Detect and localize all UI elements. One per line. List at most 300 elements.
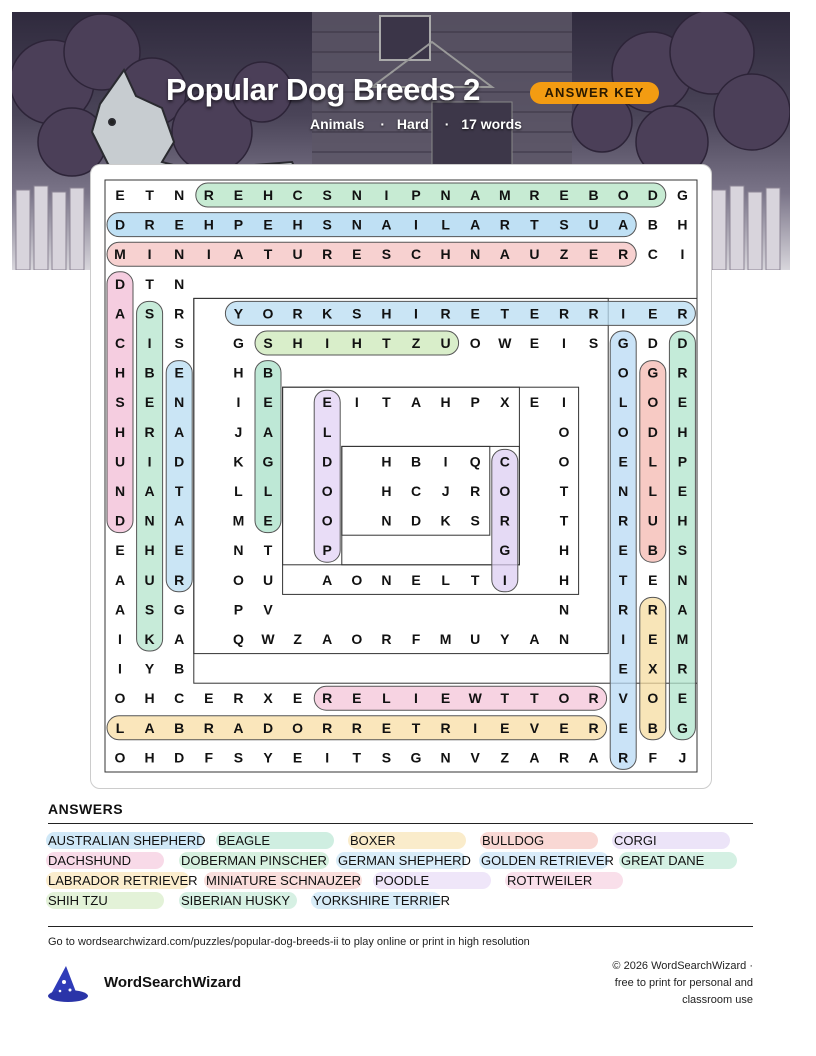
answer-item — [621, 852, 704, 869]
grid-letter: D — [410, 512, 422, 529]
grid-letter: S — [470, 512, 480, 529]
grid-letter: P — [233, 216, 244, 233]
grid-letter: R — [677, 364, 688, 381]
answer-word: GERMAN SHEPHERD — [338, 853, 471, 868]
grid-letter: E — [677, 483, 688, 499]
grid-letter: L — [618, 394, 628, 411]
grid-letter: O — [262, 305, 274, 322]
grid-letter: C — [174, 690, 185, 707]
grid-letter: D — [647, 335, 658, 351]
grid-letter: W — [468, 690, 482, 707]
grid-letter: T — [618, 571, 628, 588]
grid-letter: E — [115, 187, 125, 203]
grid-letter: H — [262, 187, 274, 203]
grid-letter: I — [621, 305, 626, 322]
grid-letter: T — [559, 512, 569, 529]
answer-highlight — [314, 390, 340, 562]
grid-letter: R — [233, 690, 244, 707]
grid-letter: A — [114, 571, 126, 588]
grid-letter: T — [352, 749, 362, 766]
grid-letter: Q — [232, 631, 244, 647]
grid-letter: I — [236, 394, 241, 411]
grid-letter: E — [559, 719, 569, 736]
grid-letter: M — [114, 246, 126, 263]
grid-letter: O — [617, 187, 629, 203]
grid-letter: U — [647, 512, 658, 529]
grid-letter: H — [440, 246, 451, 263]
grid-letter: Y — [263, 749, 273, 766]
answer-word: DACHSHUND — [48, 853, 132, 868]
grid-letter: E — [529, 335, 540, 351]
grid-letter: H — [677, 423, 688, 440]
grid-letter: G — [410, 749, 422, 766]
answer-highlight — [107, 242, 636, 266]
answer-item — [181, 852, 327, 869]
grid-letter: E — [174, 542, 184, 559]
grid-letter: A — [588, 749, 599, 766]
grid-letter: H — [381, 453, 392, 470]
grid-letter: T — [470, 571, 480, 588]
grid-letter: V — [263, 601, 273, 618]
grid-letter: U — [144, 571, 155, 588]
grid-letter: R — [174, 571, 185, 588]
grid-letter: I — [384, 187, 389, 203]
grid-letter: X — [648, 660, 658, 677]
grid-letter: P — [233, 601, 244, 618]
answer-highlight — [669, 331, 695, 740]
grid-letter: R — [647, 601, 658, 618]
grid-letter: T — [145, 187, 154, 203]
grid-letter: S — [352, 305, 362, 322]
grid-letter: E — [263, 216, 273, 233]
grid-letter: T — [263, 542, 273, 559]
grid-letter: G — [617, 335, 629, 351]
grid-letter: O — [321, 483, 333, 499]
grid-letter: Z — [500, 749, 510, 766]
grid-letter: N — [677, 571, 688, 588]
answer-item — [375, 872, 429, 889]
grid-letter: Q — [469, 453, 481, 470]
answer-item — [313, 892, 450, 909]
grid-letter: M — [439, 631, 452, 647]
grid-letter: I — [414, 216, 418, 233]
answers-heading: ANSWERS — [48, 801, 124, 817]
grid-letter: N — [470, 246, 481, 263]
grid-letter: R — [440, 305, 451, 322]
grid-letter: E — [588, 246, 599, 263]
grid-letter: I — [473, 719, 478, 736]
wizard-hat-icon — [46, 964, 92, 1004]
puzzle-meta: Animals · Hard · 17 words — [310, 116, 522, 132]
grid-letter: B — [647, 719, 658, 736]
grid-letter: I — [147, 453, 152, 470]
answer-item — [48, 832, 205, 849]
grid-letter: I — [354, 394, 359, 411]
grid-letter: O — [558, 690, 570, 707]
grid-letter: Y — [144, 660, 155, 677]
grid-letter: I — [206, 246, 211, 263]
grid-letter: N — [381, 571, 392, 588]
grid-letter: I — [147, 246, 152, 263]
grid-letter: O — [617, 364, 629, 381]
grid-letter: E — [263, 394, 273, 411]
grid-letter: N — [558, 601, 570, 618]
grid-letter: M — [498, 187, 511, 203]
answer-word: GREAT DANE — [621, 853, 705, 868]
grid-letter: P — [322, 542, 332, 559]
grid-letter: H — [558, 571, 570, 588]
grid-letter: S — [381, 749, 392, 766]
answers-bottom-divider — [48, 926, 753, 927]
difficulty-label: Hard — [396, 116, 429, 132]
grid-letter: R — [322, 690, 333, 707]
grid-letter: E — [411, 571, 421, 588]
grid-letter: S — [174, 335, 184, 351]
grid-letter: X — [263, 690, 273, 707]
grid-letter: C — [410, 246, 422, 263]
grid-letter: E — [381, 719, 392, 736]
grid-letter: Y — [500, 631, 510, 647]
grid-letter: I — [502, 571, 507, 588]
puzzle-board — [90, 164, 712, 789]
grid-letter: N — [351, 216, 362, 233]
grid-letter: H — [381, 305, 392, 322]
grid-letter: D — [647, 423, 658, 440]
grid-letter: I — [443, 453, 448, 470]
grid-letter: T — [382, 394, 391, 411]
grid-letter: N — [174, 394, 185, 411]
grid-letter: L — [648, 453, 658, 470]
grid-letter: A — [144, 719, 155, 736]
grid-letter: O — [232, 571, 244, 588]
grid-letter: U — [262, 571, 274, 588]
answer-highlight — [255, 361, 281, 533]
grid-letter: A — [381, 216, 392, 233]
grid-letter: A — [174, 631, 185, 647]
grid-letter: G — [499, 542, 511, 559]
grid-letter: R — [499, 512, 510, 529]
grid-letter: E — [470, 305, 480, 322]
answer-item — [338, 852, 471, 869]
grid-letter: L — [441, 571, 450, 588]
grid-letter: R — [618, 749, 629, 766]
grid-letter: O — [617, 423, 629, 440]
grid-letter: H — [292, 216, 303, 233]
grid-letter: R — [588, 719, 599, 736]
grid-letter: H — [677, 512, 688, 529]
grid-letter: R — [470, 483, 481, 499]
grid-letter: E — [174, 216, 184, 233]
grid-letter: A — [499, 246, 510, 263]
grid-letter: R — [203, 187, 214, 203]
grid-letter: B — [174, 719, 185, 736]
grid-letter: O — [499, 483, 511, 499]
grid-letter: A — [529, 631, 540, 647]
grid-letter: H — [144, 749, 155, 766]
grid-letter: E — [352, 690, 362, 707]
grid-letter: X — [500, 394, 510, 411]
grid-letter: E — [618, 453, 628, 470]
grid-letter: S — [115, 394, 125, 411]
grid-letter: E — [174, 364, 184, 381]
answer-key-badge: ANSWER KEY — [530, 82, 659, 104]
grid-letter: V — [618, 690, 628, 707]
grid-letter: D — [114, 275, 126, 292]
grid-letter: R — [677, 305, 688, 322]
brand-name: WordSearchWizard — [104, 974, 242, 991]
grid-letter: J — [441, 483, 450, 499]
grid-letter: D — [114, 512, 126, 529]
grid-letter: S — [322, 216, 332, 233]
grid-letter: E — [263, 512, 273, 529]
grid-letter: E — [618, 660, 628, 677]
grid-letter: C — [647, 246, 658, 263]
answer-word: MINIATURE SCHNAUZER — [206, 873, 362, 888]
grid-letter: A — [410, 394, 422, 411]
grid-letter: R — [203, 719, 214, 736]
grid-letter: E — [500, 719, 510, 736]
grid-letter: L — [382, 690, 391, 707]
grid-letter: R — [144, 216, 155, 233]
grid-letter: R — [499, 216, 510, 233]
grid-letter: A — [618, 216, 629, 233]
grid-letter: T — [530, 216, 539, 233]
grid-letter: A — [174, 423, 185, 440]
grid-letter: R — [677, 660, 688, 677]
grid-letter: I — [118, 631, 122, 647]
grid-letter: J — [678, 749, 687, 766]
grid-letter: G — [232, 335, 244, 351]
grid-letter: U — [114, 453, 126, 470]
grid-letter: R — [588, 305, 599, 322]
grid-letter: N — [440, 749, 451, 766]
grid-letter: H — [351, 335, 362, 351]
letter-grid — [91, 165, 711, 788]
category-label: Animals — [310, 116, 365, 132]
answer-item — [48, 892, 108, 909]
answer-item — [507, 872, 592, 889]
grid-letter: O — [114, 690, 126, 707]
grid-letter: D — [677, 335, 688, 351]
grid-letter: I — [147, 335, 152, 351]
grid-letter: B — [647, 216, 658, 233]
grid-letter: N — [174, 275, 185, 292]
grid-letter: N — [351, 187, 362, 203]
grid-letter: E — [529, 394, 540, 411]
grid-letter: H — [144, 690, 155, 707]
grid-letter: I — [621, 631, 626, 647]
grid-letter: R — [174, 305, 185, 322]
grid-letter: I — [118, 660, 122, 677]
answer-item — [181, 892, 290, 909]
grid-letter: E — [618, 542, 628, 559]
grid-letter: U — [440, 335, 451, 351]
grid-letter: J — [234, 423, 243, 440]
grid-letter: F — [204, 749, 214, 766]
grid-letter: T — [145, 275, 154, 292]
answer-item — [206, 872, 361, 889]
grid-letter: K — [144, 631, 155, 647]
grid-letter: N — [174, 246, 185, 263]
grid-letter: E — [204, 690, 214, 707]
grid-letter: H — [440, 394, 451, 411]
grid-letter: G — [647, 364, 659, 381]
answer-word: DOBERMAN PINSCHER — [181, 853, 327, 868]
grid-letter: T — [530, 690, 539, 707]
grid-letter: K — [440, 512, 451, 529]
grid-letter: G — [676, 187, 688, 203]
grid-letter: E — [529, 305, 540, 322]
grid-letter: C — [292, 187, 303, 203]
grid-letter: Z — [411, 335, 421, 351]
grid-letter: P — [470, 394, 480, 411]
grid-letter: B — [262, 364, 274, 381]
grid-letter: E — [648, 305, 658, 322]
grid-letter: R — [351, 719, 362, 736]
grid-letter: E — [115, 542, 125, 559]
grid-letter: S — [144, 601, 155, 618]
grid-letter: S — [322, 187, 332, 203]
grid-letter: N — [440, 187, 451, 203]
grid-letter: B — [410, 453, 422, 470]
grid-letter: L — [115, 719, 125, 736]
grid-letter: D — [262, 719, 274, 736]
grid-letter: E — [440, 690, 451, 707]
grid-letter: R — [381, 631, 392, 647]
grid-letter: N — [233, 542, 244, 559]
grid-letter: O — [351, 571, 363, 588]
answer-word: CORGI — [614, 833, 657, 848]
grid-letter: H — [203, 216, 214, 233]
grid-letter: T — [411, 719, 421, 736]
page-title: Popular Dog Breeds 2 — [166, 72, 480, 107]
grid-letter: O — [647, 690, 659, 707]
grid-letter: R — [618, 512, 629, 529]
grid-letter: A — [114, 305, 126, 322]
grid-letter: O — [292, 719, 304, 736]
grid-letter: R — [618, 601, 629, 618]
grid-letter: A — [233, 246, 244, 263]
grid-letter: A — [262, 423, 274, 440]
grid-letter: S — [588, 335, 599, 351]
answer-word: GOLDEN RETRIEVER — [481, 853, 614, 868]
grid-letter: L — [322, 423, 332, 440]
grid-letter: H — [677, 216, 688, 233]
grid-letter: G — [676, 719, 688, 736]
grid-letter: R — [558, 305, 570, 322]
grid-letter: R — [322, 246, 333, 263]
grid-letter: A — [677, 601, 688, 618]
grid-letter: L — [263, 483, 273, 499]
grid-letter: P — [677, 453, 688, 470]
grid-letter: N — [618, 483, 629, 499]
grid-letter: L — [441, 216, 450, 233]
grid-letter: A — [114, 601, 126, 618]
grid-letter: S — [381, 246, 392, 263]
grid-letter: T — [263, 246, 273, 263]
grid-letter: N — [558, 631, 570, 647]
answer-word: ROTTWEILER — [507, 873, 593, 888]
grid-letter: T — [559, 483, 569, 499]
grid-letter: Z — [559, 246, 569, 263]
grid-letter: P — [411, 187, 421, 203]
grid-letter: F — [411, 631, 421, 647]
grid-letter: E — [677, 690, 688, 707]
grid-letter: O — [647, 394, 659, 411]
grid-letter: S — [263, 335, 273, 351]
grid-letter: T — [500, 690, 510, 707]
grid-letter: U — [529, 246, 540, 263]
grid-letter: D — [322, 453, 333, 470]
grid-letter: H — [292, 335, 303, 351]
grid-letter: V — [470, 749, 480, 766]
grid-letter: A — [322, 631, 333, 647]
answer-word: SIBERIAN HUSKY — [181, 893, 291, 908]
grid-letter: I — [562, 335, 566, 351]
grid-letter: R — [558, 749, 570, 766]
answer-highlight — [107, 213, 636, 237]
answer-word: SHIH TZU — [48, 893, 108, 908]
answer-item — [48, 872, 198, 889]
grid-letter: E — [292, 749, 303, 766]
copyright-notice: © 2026 WordSearchWizard · free to print for personal and classroom use — [612, 960, 753, 1006]
grid-letter: A — [470, 187, 481, 203]
grid-letter: H — [233, 364, 244, 381]
grid-letter: R — [322, 719, 333, 736]
grid-letter: C — [499, 453, 510, 470]
grid-letter: E — [677, 394, 688, 411]
grid-letter: H — [114, 423, 126, 440]
grid-letter: R — [144, 423, 155, 440]
grid-letter: N — [144, 512, 155, 529]
grid-letter: L — [648, 483, 658, 499]
answer-word: BOXER — [350, 833, 396, 848]
grid-letter: S — [233, 749, 244, 766]
grid-letter: D — [174, 453, 185, 470]
grid-letter: M — [232, 512, 245, 529]
grid-letter: G — [262, 453, 274, 470]
footer-link[interactable]: Go to wordsearchwizard.com/puzzles/popular-dog-breeds-ii to play online or print in high resolution — [48, 936, 530, 948]
grid-letter: O — [558, 453, 570, 470]
grid-letter: Y — [233, 305, 244, 322]
grid-letter: U — [588, 216, 599, 233]
answer-word: YORKSHIRE TERRIER — [313, 893, 451, 908]
grid-letter: B — [174, 660, 185, 677]
grid-letter: N — [381, 512, 392, 529]
grid-letter: H — [144, 542, 155, 559]
answer-word: BEAGLE — [218, 833, 271, 848]
grid-letter: M — [676, 631, 689, 647]
grid-letter: G — [173, 601, 185, 618]
grid-letter: W — [261, 631, 275, 647]
grid-letter: S — [677, 542, 688, 559]
answer-item — [614, 832, 657, 849]
grid-letter: A — [144, 483, 155, 499]
grid-letter: E — [618, 719, 628, 736]
grid-letter: R — [292, 305, 303, 322]
grid-letter: T — [500, 305, 510, 322]
grid-letter: I — [414, 690, 418, 707]
grid-letter: E — [144, 394, 155, 411]
grid-letter: N — [174, 187, 185, 203]
grid-letter: H — [381, 483, 392, 499]
grid-letter: S — [144, 305, 155, 322]
grid-letter: U — [292, 246, 303, 263]
grid-letter: I — [325, 749, 330, 766]
grid-letter: A — [233, 719, 244, 736]
grid-letter: O — [321, 512, 333, 529]
grid-letter: E — [559, 187, 569, 203]
